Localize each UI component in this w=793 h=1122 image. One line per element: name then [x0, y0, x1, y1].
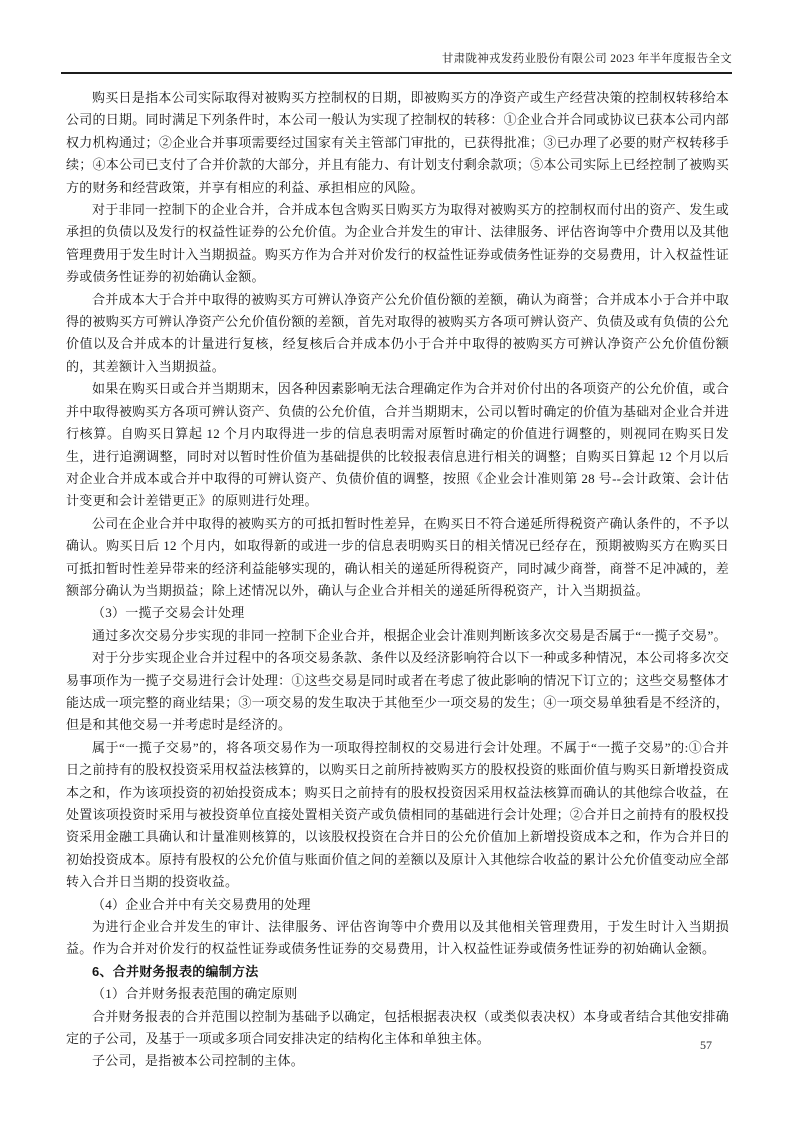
paragraph-package-deal-criteria: 对于分步实现企业合并过程中的各项交易条款、条件以及经济影响符合以下一种或多种情况，本公司将多次交易事项作为一揽子交易进行会计处理：①这些交易是同时或者在考虑了彼此影响的情况下订立的；这些交易整体才能达成一项完整的商业结果；③一项交易的发生取决于其他至少一项交易的发生；④一项交易单独看是不经济的，但是和其他交易一并考虑时是经济的。 [66, 650, 729, 733]
paragraph-goodwill: 合并成本大于合并中取得的被购买方可辨认净资产公允价值份额的差额，确认为商誉；合并成本小于合并中取得的被购买方可辨认净资产公允价值份额的差额，首先对取得的被购买方各项可辨认资产、负债及或有负债的公允价值以及合并成本的计量进行复核，经复核后合并成本仍小于合并中取得的被购买方可辨认净资产公允价值份额的，其差额计入当期损益。 [66, 291, 729, 374]
page-footer [700, 1038, 712, 1053]
paragraph-package-deal-accounting: 属于“一揽子交易”的，将各项交易作为一项取得控制权的交易进行会计处理。不属于“一揽子交易”的:①合并日之前持有的股权投资采用权益法核算的，以购买日之前所持被购买方的股权投资的账面价值与购买日新增投资成本之和，作为该项投资的初始投资成本；购买日之前持有的股权投资因采用权益法核算而确认的其他综合收益，在处置该项投资时采用与被投资单位直接处置相关资产或负债相同的基础进行会计处理；②合并日之前持有的股权投资采用金融工具确认和计量准则核算的，以该股权投资在合并日的公允价值加上新增投资成本之和，作为合并日的初始投资成本。原持有股权的公允价值与账面价值之间的差额以及原计入其他综合收益的累计公允价值变动应全部转入合并日当期的投资收益。 [66, 739, 729, 890]
document-content [66, 87, 729, 1073]
header-title: 甘肃陇神戎发药业股份有限公司 2023 年半年度报告全文 [441, 53, 732, 65]
paragraph-transaction-fees: 为进行企业合并发生的审计、法律服务、评估咨询等中介费用以及其他相关管理费用，于发生时计入当期损益。作为合并对价发行的权益性证券或债务性证券的交易费用，计入权益性证券或债务性证券的初始确认金额。 [66, 919, 729, 957]
paragraph-subsidiary-definition: 子公司，是指被本公司控制的主体。 [92, 1053, 305, 1069]
page-header [61, 50, 732, 74]
sub-heading-consolidation-scope: （1）合并财务报表范围的确定原则 [92, 986, 298, 1002]
sub-heading-transaction-fees: （4）企业合并中有关交易费用的处理 [92, 896, 311, 912]
paragraph-purchase-date: 购买日是指本公司实际取得对被购买方控制权的日期，即被购买方的净资产或生产经营决策的控制权转移给本公司的日期。同时满足下列条件时，本公司一般认为实现了控制权的转移：①企业合并合同或协议已获本公司内部权力机构通过；②企业合并事项需要经过国家有关主管部门审批的，已获得批准；③已办理了必要的财产权转移手续；④本公司已支付了合并价款的大部分，并且有能力、有计划支付剩余款项；⑤本公司实际上已经控制了被购买方的财务和经营政策，并享有相应的利益、承担相应的风险。 [66, 90, 729, 195]
sub-heading-package-deal: （3）一揽子交易会计处理 [92, 605, 245, 621]
section-heading-consolidation-method: 6、合并财务报表的编制方法 [92, 963, 259, 979]
paragraph-step-acquisition: 通过多次交易分步实现的非同一控制下企业合并，根据企业会计准则判断该多次交易是否属于“一揽子交易”。 [92, 627, 727, 643]
paragraph-consolidation-scope: 合并财务报表的合并范围以控制为基础予以确定，包括根据表决权（或类似表决权）本身或者结合其他安排确定的子公司，及基于一项或多项合同安排决定的结构化主体和单独主体。 [66, 1008, 729, 1047]
paragraph-deferred-tax: 公司在企业合并中取得的被购买方的可抵扣暂时性差异，在购买日不符合递延所得税资产确认条件的，不予以确认。购买日后 12 个月内，如取得新的或进一步的信息表明购买日的相关情况已经存在，预期被购买方在购买日可抵扣暂时性差异带来的经济利益能够实现的，确认相关的递延所得税资产，同时减少商誉，商誉不足冲减的，差额部分确认为当期损益；除上述情况以外，确认与企业合并相关的递延所得税资产，计入当期损益。 [66, 515, 729, 598]
page-number: 57 [700, 1038, 712, 1052]
paragraph-non-common-control: 对于非同一控制下的企业合并，合并成本包含购买日购买方为取得对被购买方的控制权而付出的资产、发生或承担的负债以及发行的权益性证券的公允价值。为企业合并发生的审计、法律服务、评估咨询等中介费用以及其他管理费用于发生时计入当期损益。购买方作为合并对价发行的权益性证券或债务性证券的交易费用，计入权益性证券或债务性证券的初始确认金额。 [66, 202, 729, 285]
paragraph-provisional-value: 如果在购买日或合并当期期末，因各种因素影响无法合理确定作为合并对价付出的各项资产的公允价值，或合并中取得被购买方各项可辨认资产、负债的公允价值，合并当期期末，公司以暂时确定的价值为基础对企业合并进行核算。自购买日算起 12 个月内取得进一步的信息表明需对原暂时确定的价值进行调整的，则视同在购买日发生，进行追溯调整，同时对以暂时性价值为基础提供的比较报表信息进行相关的调整；自购买日算起 12 个月以后对企业合并成本或合并中取得的可辨认资产、负债价值的调整，按照《企业会计准则第 28 号--会计政策、会计估计变更和会计差错更正》的原则进行处理。 [66, 381, 729, 509]
